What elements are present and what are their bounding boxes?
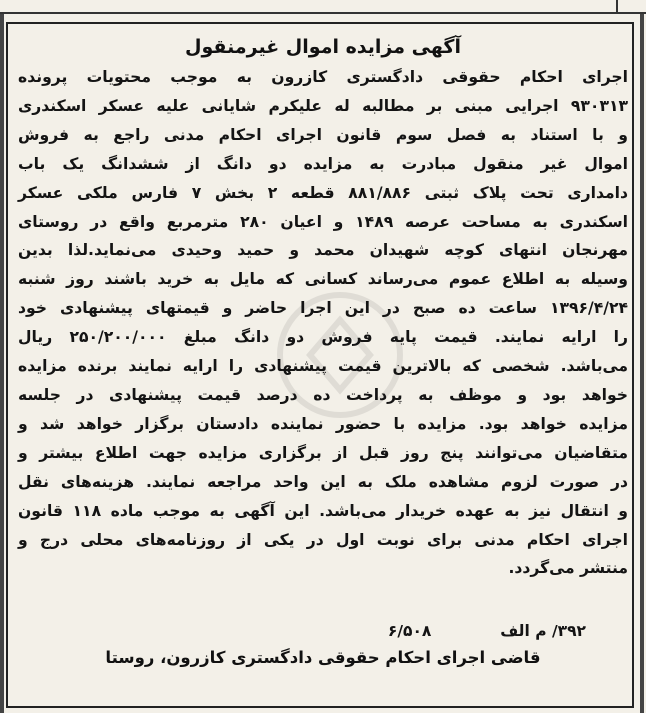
body-line: متقاضیان می‌توانند پنج روز قبل از برگزاری مزایده جهت اطلاع بیشتر و [18, 443, 628, 462]
reference-number [388, 622, 586, 640]
judge-signature: قاضی اجرای احکام حقوقی دادگستری کازرون، روستا [105, 648, 541, 667]
body-line: مزایده خواهد بود. مزایده با حضور نماینده دادستان برگزار خواهد شد و [18, 414, 628, 433]
body-line: می‌باشد. شخصی که بالاترین قیمت پیشنهادی را ارایه نمایند برنده مزایده [18, 357, 628, 376]
body-line: مهرنجان انتهای کوچه شهیدان محمد و حمید وحیدی می‌نماید.لذا بدین [18, 241, 628, 260]
body-line: اجرای احکام مدنی برای نوبت اول در یکی از روزنامه‌های محلی درج و [18, 530, 628, 549]
body-line: و انتقال نیز به عهده خریدار می‌باشد. این آگهی به موجب ماده ۱۱۸ قانون [18, 501, 628, 520]
body-line: اموال غیر منقول مبادرت به مزایده دو دانگ از ششدانگ یک باب [18, 154, 628, 173]
column-separator [616, 0, 638, 14]
reference-code: ۳۹۲/ م الف [500, 622, 586, 640]
body-line: دامداری تحت پلاک ثبتی ۸۸۱/۸۸۶ قطعه ۲ بخش ۷ فارس ملکی عسکر [18, 183, 628, 202]
right-border [640, 14, 644, 713]
notice-body [18, 63, 628, 583]
body-line: منتشر می‌گردد. [508, 559, 628, 578]
body-line: ۱۳۹۶/۴/۲۴ ساعت ده صبح در این اجرا حاضر و قیمتهای پیشنهادی خود [18, 299, 628, 318]
body-line: و با استناد به فصل سوم قانون اجرای احکام مدنی راجع به فروش [18, 125, 628, 144]
body-line: اسکندری به مساحت عرصه ۱۴۸۹ و اعیان ۲۸۰ مترمربع واقع در روستای [18, 212, 629, 231]
notice-title: آگهی مزایده اموال غیرمنقول [185, 36, 461, 58]
reference-date: ۶/۵۰۸ [387, 622, 432, 640]
body-line: وسیله به اطلاع عموم می‌رساند کسانی که مایل به خرید باشند روز شنبه [18, 270, 628, 289]
body-line: اجرای احکام حقوقی دادگستری کازرون به موجب محتویات پرونده [18, 68, 628, 86]
body-line: ۹۳۰۳۱۳ اجرایی مبنی بر مطالبه له علیکرم شایانی علیه عسکر اسکندری [18, 96, 628, 115]
body-line: خواهد بود و موظف به پرداخت ده درصد قیمت پیشنهادی در جلسه [18, 385, 628, 404]
left-border [0, 14, 4, 713]
body-line: در صورت لزوم مشاهده ملک به این واحد مراجعه نمایند. هزینه‌های نقل [18, 472, 628, 491]
body-line: را ارایه نمایند. قیمت پایه فروش دو دانگ مبلغ ۲۵۰/۲۰۰/۰۰۰ ریال [18, 328, 628, 347]
top-divider [0, 0, 646, 14]
